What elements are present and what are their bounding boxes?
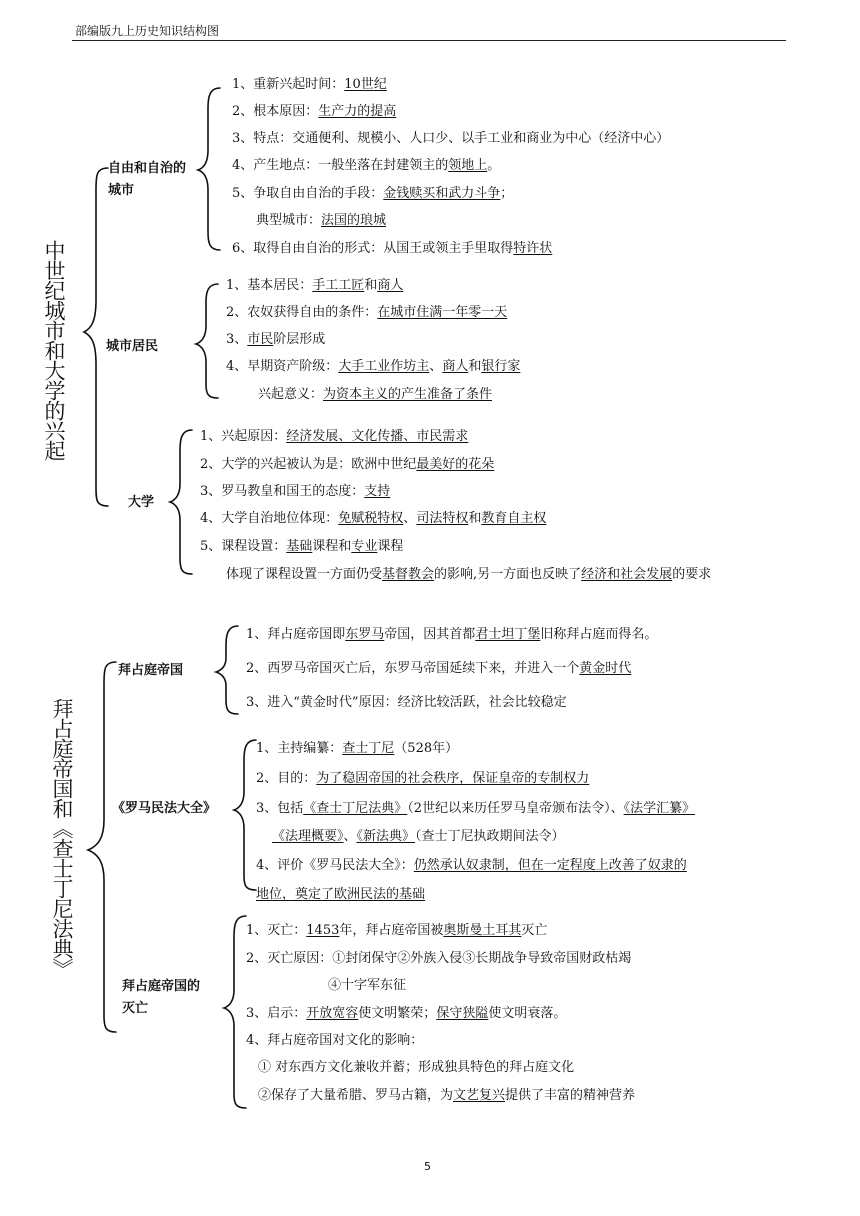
line-text: 灭亡 [521, 923, 548, 938]
underlined-key-term: 金钱赎买和武力斗争 [383, 186, 501, 201]
line-text: 4、拜占庭帝国对文化的影响： [246, 1033, 424, 1048]
underlined-key-term: 10世纪 [344, 77, 387, 92]
underlined-key-term: 商人 [377, 278, 404, 293]
line-text: 1、拜占庭帝国即 [246, 627, 346, 642]
group-title-university: 大学 [128, 495, 155, 510]
group6-brace [224, 916, 246, 1108]
underlined-key-term: 查士丁尼 [342, 741, 395, 756]
text-line [226, 566, 711, 584]
underlined-key-term: 司法特权 [416, 511, 469, 526]
line-text: 3、包括 [256, 801, 304, 816]
group-title-corpus-juris: 《罗马民法大全》 [112, 801, 217, 816]
line-text: 6、取得自由自治的形式：从国王或领主手里取得 [232, 241, 514, 256]
underlined-key-term: 《查士丁尼法典》 [303, 801, 408, 816]
line-text: 和 [468, 511, 482, 526]
text-line [256, 857, 687, 875]
line-text: 典型城市： [256, 213, 322, 228]
section2-title: 拜占庭帝国和《查士丁尼法典》 [50, 698, 74, 978]
text-line [328, 977, 406, 995]
text-line [232, 130, 669, 148]
underlined-key-term: 为了稳固帝国的社会秩序，保证皇帝的专制权力 [316, 771, 590, 786]
underlined-key-term: 大手工业作坊主 [338, 359, 430, 374]
text-line [246, 1005, 566, 1023]
line-text: 提供了丰富的精神营养 [505, 1088, 636, 1103]
line-text: 课程和 [312, 539, 352, 554]
text-line [256, 212, 386, 230]
line-text: 3、罗马教皇和国王的态度： [200, 484, 365, 499]
group-title-byzantine-fall: 拜占庭帝国的灭亡 [122, 979, 201, 1016]
underlined-key-term: 地位，奠定了欧洲民法的基础 [256, 887, 426, 902]
line-text: 3、进入“黄金时代”原因：经济比较活跃，社会比较稳定 [246, 695, 567, 710]
underlined-key-term: 经济发展、文化传播、市民需求 [286, 429, 469, 444]
line-text: 2、大学的兴起被认为是：欧洲中世纪 [200, 457, 417, 472]
text-line [258, 1059, 574, 1077]
line-text: 4、大学自治地位体现： [200, 511, 339, 526]
page-number: 5 [424, 1160, 431, 1173]
group-title-free-cities: 自由和自治的城市 [108, 161, 187, 198]
underlined-key-term: 基础 [286, 539, 313, 554]
line-text: 帝国，因其首都 [384, 627, 476, 642]
line-text: ① 对东西方文化兼收并蓄；形成独具特色的拜占庭文化 [258, 1060, 575, 1075]
underlined-key-term: 基督教会 [382, 567, 435, 582]
section1-main-brace [84, 168, 108, 506]
underlined-key-term: 为资本主义的产生准备了条件 [323, 387, 493, 402]
underlined-key-term: 银行家 [481, 359, 521, 374]
text-line [246, 694, 567, 712]
line-text: 和 [468, 359, 482, 374]
group-title-citizens: 城市居民 [106, 339, 159, 354]
text-line [256, 800, 695, 818]
underlined-key-term: 奥斯曼土耳其 [443, 923, 522, 938]
text-line [226, 358, 520, 376]
text-line [200, 510, 546, 528]
line-text: 阶层形成 [273, 332, 326, 347]
line-text: 。 [487, 158, 501, 173]
underlined-key-term: 经济和社会发展 [581, 567, 673, 582]
line-text: 体现了课程设置一方面仍受 [226, 567, 383, 582]
underlined-key-term: 免赋税特权 [338, 511, 404, 526]
section1-title: 中世纪城市和大学的兴起 [42, 240, 66, 460]
line-text: 1、兴起原因： [200, 429, 287, 444]
underlined-key-term: 文艺复兴 [453, 1088, 506, 1103]
text-line [246, 922, 547, 940]
underlined-key-term: 手工工匠 [312, 278, 365, 293]
page-header-title: 部编版九上历史知识结构图 [75, 24, 220, 38]
line-text: 、 [343, 829, 357, 844]
underlined-key-term: 1453 [306, 923, 340, 938]
line-text: 、 [403, 511, 417, 526]
text-line [232, 157, 500, 175]
text-line [256, 886, 425, 904]
underlined-key-term: 最美好的花朵 [416, 457, 495, 472]
underlined-key-term: 教育自主权 [481, 511, 547, 526]
line-text: ②保存了大量希腊、罗马古籍，为 [258, 1088, 454, 1103]
line-text: 5、课程设置： [200, 539, 287, 554]
group5-brace [234, 740, 256, 890]
line-text: 2、农奴获得自由的条件： [226, 305, 378, 320]
line-text: （2世纪以来历任罗马皇帝颁布法令）、 [407, 801, 624, 816]
line-text: 课程 [377, 539, 404, 554]
underlined-key-term: 法国的琅城 [321, 213, 387, 228]
underlined-key-term: 保守狭隘 [436, 1006, 489, 1021]
text-line [200, 456, 494, 474]
text-line [272, 828, 565, 846]
line-text: 2、根本原因： [232, 104, 319, 119]
text-line [232, 76, 387, 94]
underlined-key-term: 仍然承认奴隶制，但在一定程度上改善了奴隶的 [413, 858, 687, 873]
underlined-key-term: 市民 [247, 332, 274, 347]
text-line [256, 740, 458, 758]
underlined-key-term: 领地上 [448, 158, 488, 173]
underlined-key-term: 开放宽容 [306, 1006, 359, 1021]
text-line [226, 331, 325, 349]
line-text: 3、启示： [246, 1006, 307, 1021]
line-text: 2、目的： [256, 771, 317, 786]
text-line [246, 626, 657, 644]
group3-brace [170, 430, 192, 574]
text-line [246, 660, 631, 678]
group-title-byzantine: 拜占庭帝国 [118, 663, 184, 678]
section2-main-brace [88, 662, 116, 1032]
line-text: 的要求 [672, 567, 712, 582]
text-line [256, 770, 589, 788]
line-text: 和 [364, 278, 378, 293]
line-text: 3、 [226, 332, 248, 347]
group4-brace [216, 626, 238, 714]
underlined-key-term: 《法学汇纂》 [623, 801, 696, 816]
underlined-key-term: 君士坦丁堡 [475, 627, 541, 642]
line-text: （528年） [394, 741, 459, 756]
text-line [258, 386, 492, 404]
text-line [232, 185, 513, 203]
text-line [226, 304, 507, 322]
line-text: 4、评价《罗马民法大全》： [256, 858, 414, 873]
line-text: 2、西罗马帝国灭亡后，东罗马帝国延续下来，并进入一个 [246, 661, 580, 676]
line-text: 3、特点：交通便利、规模小、人口少、以手工业和商业为中心（经济中心） [232, 131, 670, 146]
underlined-key-term: 在城市住满一年零一天 [377, 305, 508, 320]
line-text: 使文明繁荣； [358, 1006, 437, 1021]
underlined-key-term: 专业 [351, 539, 378, 554]
line-text: ④十字军东征 [328, 978, 407, 993]
text-line [226, 277, 403, 295]
text-line [232, 240, 552, 258]
underlined-key-term: 《新法典》 [356, 829, 416, 844]
text-line [246, 1032, 423, 1050]
text-line [246, 950, 631, 968]
line-text: 5、争取自由自治的手段： [232, 186, 384, 201]
line-text: 旧称拜占庭而得名。 [540, 627, 658, 642]
line-text: 1、灭亡： [246, 923, 307, 938]
underlined-key-term: 生产力的提高 [318, 104, 397, 119]
underlined-key-term: 《法理概要》 [272, 829, 344, 844]
text-line [200, 428, 468, 446]
line-text: ； [500, 186, 514, 201]
text-line [232, 103, 396, 121]
group2-brace [196, 284, 218, 398]
underlined-key-term: 黄金时代 [579, 661, 632, 676]
line-text: 的影响,另一方面也反映了 [434, 567, 582, 582]
underlined-key-term: 支持 [364, 484, 391, 499]
line-text: 兴起意义： [258, 387, 324, 402]
underlined-key-term: 特许状 [513, 241, 553, 256]
line-text: 4、产生地点：一般坐落在封建领主的 [232, 158, 449, 173]
group1-brace [198, 88, 220, 250]
line-text: 4、早期资产阶级： [226, 359, 339, 374]
line-text: （查士丁尼执政期间法令） [415, 829, 565, 844]
line-text: 年，拜占庭帝国被 [339, 923, 444, 938]
line-text: 1、主持编纂： [256, 741, 343, 756]
underlined-key-term: 商人 [442, 359, 469, 374]
line-text: 1、基本居民： [226, 278, 313, 293]
line-text: 1、重新兴起时间： [232, 77, 345, 92]
text-line [200, 538, 403, 556]
line-text: 2、灭亡原因：①封闭保守②外族入侵③长期战争导致帝国财政枯竭 [246, 951, 632, 966]
underlined-key-term: 东罗马 [345, 627, 385, 642]
text-line [200, 483, 390, 501]
line-text: 、 [429, 359, 443, 374]
line-text: 使文明衰落。 [488, 1006, 567, 1021]
text-line [258, 1087, 635, 1105]
